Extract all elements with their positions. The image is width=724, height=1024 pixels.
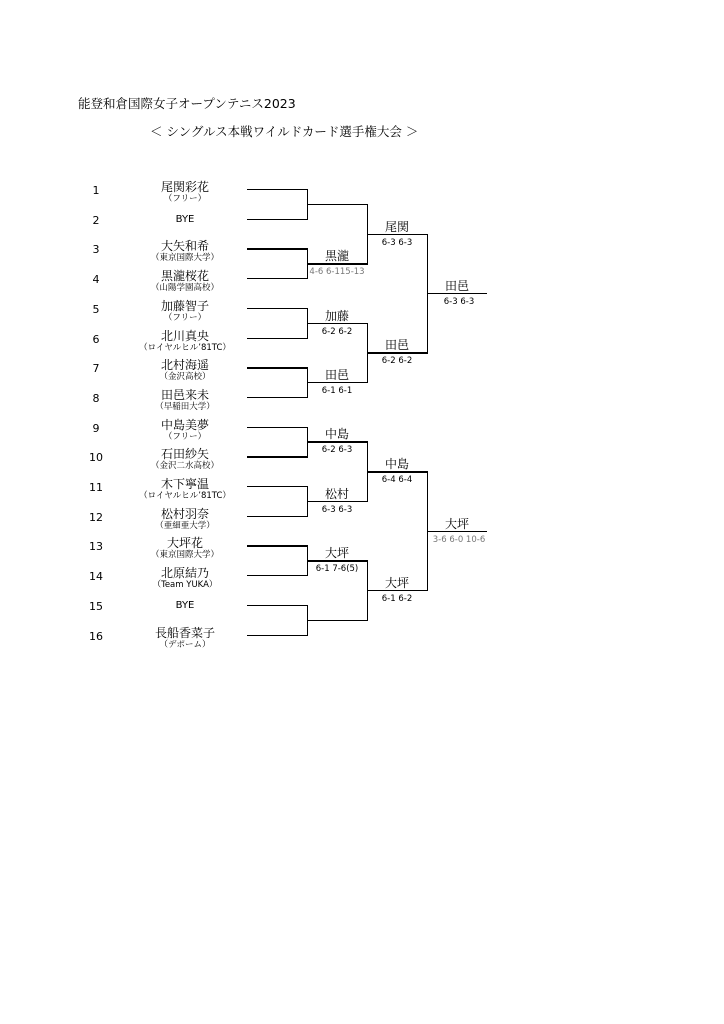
player-affiliation: （金沢高校） <box>159 372 211 383</box>
player-name: 大矢和希 <box>160 239 209 254</box>
match-winner: 田邑 <box>444 278 469 293</box>
match-score: 6-4 6-4 <box>381 475 413 486</box>
bracket-line <box>247 635 307 636</box>
player-seed: 3 <box>92 243 100 257</box>
player-name: 長船香菜子 <box>154 625 215 640</box>
match-winner: 黒瀧 <box>324 249 349 264</box>
bracket-line <box>247 189 307 190</box>
player-affiliation: （金沢二水高校） <box>150 461 219 472</box>
match-winner: 大坪 <box>324 546 349 561</box>
player-affiliation: （亜細亜大学） <box>155 520 215 531</box>
player-seed: 1 <box>92 184 100 197</box>
match-score: 6-2 6-3 <box>321 445 353 456</box>
bracket-line <box>247 278 307 279</box>
player-affiliation: （フリー） <box>163 194 207 204</box>
match-score: 6-2 6-2 <box>381 356 413 367</box>
match-score: 6-1 6-2 <box>381 593 413 604</box>
player-seed: 7 <box>92 362 100 376</box>
match-winner: 松村 <box>324 486 349 501</box>
player-seed: 11 <box>89 481 103 494</box>
player-seed: 13 <box>89 540 103 554</box>
player-name: 尾関彩花 <box>160 180 209 194</box>
bracket-line <box>247 575 307 576</box>
player-seed: 10 <box>89 451 103 465</box>
match-winner: 加藤 <box>324 308 349 323</box>
bracket-line <box>247 367 307 368</box>
player-affiliation: （フリー） <box>163 312 207 323</box>
bracket-line <box>247 427 307 428</box>
match-score: 3-6 6-0 10-6 <box>432 534 486 545</box>
bracket-line <box>247 605 307 606</box>
player-name: BYE <box>175 599 195 611</box>
match-score: 6-1 6-1 <box>321 386 353 397</box>
bracket-line <box>247 456 307 457</box>
player-name: 北川真央 <box>160 328 209 343</box>
match-score: 6-3 6-3 <box>381 237 413 248</box>
player-name: 中島美夢 <box>160 417 209 432</box>
bracket-line <box>247 516 307 517</box>
player-affiliation: （東京国際大学） <box>150 253 219 264</box>
player-affiliation: （山陽学園高校） <box>150 283 219 294</box>
match-score: 4-6 6-115-13 <box>309 267 365 278</box>
player-seed: 14 <box>89 570 103 584</box>
match-winner: 大坪 <box>384 575 409 590</box>
bracket-line <box>247 248 307 249</box>
player-seed: 12 <box>89 510 103 524</box>
player-name: 北村海遥 <box>160 358 209 373</box>
bracket-line <box>307 620 367 621</box>
player-seed: 4 <box>92 273 100 287</box>
page-subtitle: ＜ シングルス本戦ワイルドカード選手権大会 ＞ <box>150 124 419 139</box>
player-name: 黒瀧桜花 <box>160 269 209 284</box>
player-name: BYE <box>175 213 195 225</box>
player-affiliation: （ロイヤルヒル’81TC） <box>139 491 231 501</box>
player-name: 石田紗矢 <box>160 447 209 462</box>
player-seed: 6 <box>92 332 100 346</box>
player-seed: 8 <box>92 391 100 405</box>
player-name: 大坪花 <box>166 536 203 551</box>
player-name: 木下寧温 <box>160 477 209 491</box>
player-affiliation: （デポーム） <box>159 639 211 650</box>
player-name: 田邑来未 <box>160 387 209 402</box>
match-winner: 田邑 <box>384 338 409 353</box>
match-score: 6-3 6-3 <box>443 296 475 307</box>
page-title: 能登和倉国際女子オープンテニス2023 <box>78 96 296 111</box>
bracket-line <box>307 204 367 205</box>
player-seed: 9 <box>92 421 100 435</box>
player-seed: 15 <box>89 599 103 613</box>
player-affiliation: （フリー） <box>163 431 207 442</box>
match-score: 6-3 6-3 <box>321 504 353 515</box>
bracket-line <box>247 308 307 309</box>
player-seed: 2 <box>92 213 100 227</box>
bracket-line <box>247 397 307 398</box>
match-winner: 田邑 <box>324 368 349 383</box>
player-seed: 16 <box>89 629 103 643</box>
match-winner: 大坪 <box>444 516 469 531</box>
match-score: 6-2 6-2 <box>321 326 353 337</box>
player-name: 加藤智子 <box>160 298 209 313</box>
player-name: 松村羽奈 <box>160 506 209 521</box>
match-winner: 中島 <box>324 427 349 442</box>
player-seed: 5 <box>92 302 100 316</box>
bracket-line <box>247 219 307 220</box>
match-score: 6-1 7-6(5) <box>315 564 359 575</box>
match-winner: 尾関 <box>384 219 409 234</box>
bracket-line <box>247 338 307 339</box>
player-name: 北原結乃 <box>160 566 209 581</box>
player-affiliation: （Team YUKA） <box>152 580 218 591</box>
player-affiliation: （早稲田大学） <box>155 401 215 412</box>
match-winner: 中島 <box>384 457 409 472</box>
player-affiliation: （ロイヤルヒル’81TC） <box>139 342 231 353</box>
bracket-line <box>247 486 307 487</box>
player-affiliation: （東京国際大学） <box>150 550 219 561</box>
bracket-line <box>247 545 307 546</box>
